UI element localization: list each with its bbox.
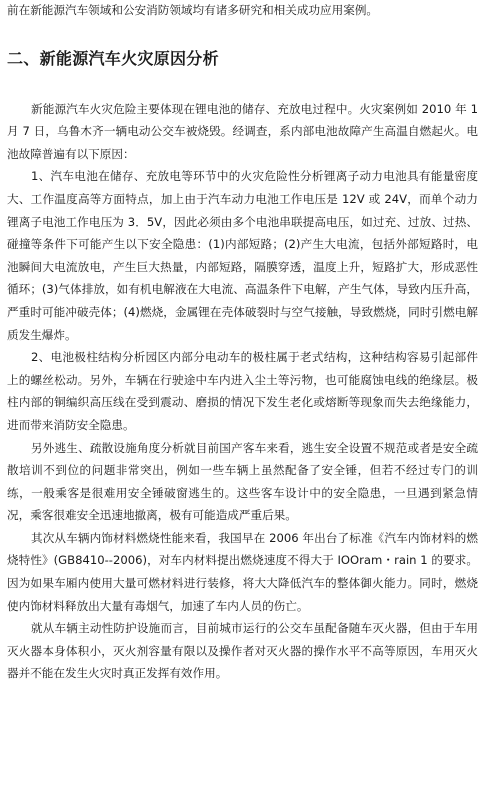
intro-fragment: 前在新能源汽车领域和公安消防领域均有诸多研究和相关成功应用案例。 [7,3,379,17]
paragraph-battery-hazard: 1、汽车电池在储存、充放电等环节中的火灾危险性分析锂离子动力电池具有能量密度大、工作温度高等方面特点，加上由于汽车动力电池工作电压是 12V 或 24V，而单个动力锂离子电池工作电压为 3．5V，因此必须由多个电池串联提高电压，如过充、过放、过热、碰撞等条件下可能产生以下安全隐患：(1)内部短路；(2)产生大电流，包括外部短路时，电池瞬间大电流放电，产生巨大热量，内部短路，隔膜穿透，温度上升，短路扩大，形成恶性循环；(3)气体排放，如有机电解液在大电流、高温条件下电解，产生气体，导致内压升高，严重时可能冲破壳体；(4)燃烧，金属锂在壳体破裂时与空气接触，导致燃烧，同时引燃电解质发生爆炸。 [7,169,478,342]
paragraph-escape-facilities: 另外逃生、疏散设施角度分析就目前国产客车来看，逃生安全设置不规范或者是安全疏散培训不到位的问题非常突出，例如一些车辆上虽然配备了安全锤，但若不经过专门的训练，一般乘客是很难用安全锤破窗逃生的。这些客车设计中的安全隐患，一旦遇到紧急情况，乘客很难安全迅速地撤离，极有可能造成严重后果。 [7,440,478,523]
paragraph-fire-overview: 新能源汽车火灾危险主要体现在锂电池的储存、充放电过程中。火灾案例如 2010 年 1 月 7 日，乌鲁木齐一辆电动公交车被烧毁。经调查，系内部电池故障产生高温自燃起火。电池故障普遍有以下原因： [7,101,478,161]
paragraph-active-protection: 就从车辆主动性防护设施而言，目前城市运行的公交车虽配备随车灭火器，但由于车用灭火器本身体积小，灭火剂容量有限以及操作者对灭火器的操作水平不高等原因，车用灭火器并不能在发生火灾时真正发挥有效作用。 [7,621,478,681]
section-heading: 二、新能源汽车火灾原因分析 [7,48,219,68]
paragraph-terminal-structure: 2、电池极柱结构分析园区内部分电动车的极柱属于老式结构，这种结构容易引起部件上的螺丝松动。另外，车辆在行驶途中车内进入尘土等污物，也可能腐蚀电线的绝缘层。极柱内部的铜编织高压线在受到震动、磨损的情况下发生老化或熔断等现象而失去绝缘能力，进而带来消防安全隐患。 [7,350,478,432]
paragraph-interior-materials: 其次从车辆内饰材料燃烧性能来看，我国早在 2006 年出台了标准《汽车内饰材料的燃烧特性》(GB8410--2006)，对车内材料提出燃烧速度不得大于 IOOram・rain 1 的要求。因为如果车厢内使用大量可燃材料进行装修，将大大降低汽车的整体御火能力。同时，燃烧使内饰材料释放出大量有毒烟气，加速了车内人员的伤亡。 [7,530,478,613]
